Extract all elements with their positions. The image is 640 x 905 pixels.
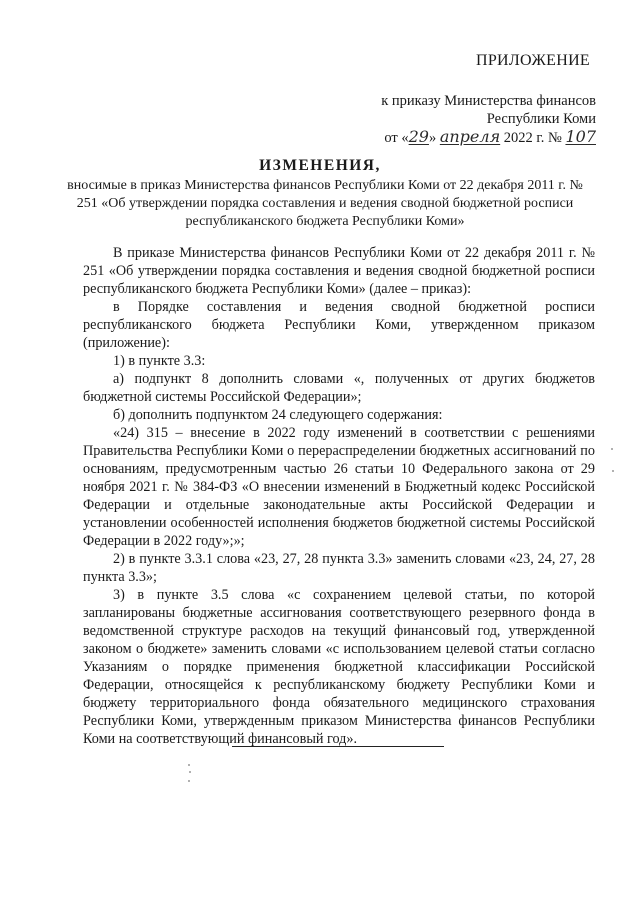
scan-speck bbox=[611, 448, 613, 450]
handwritten-day: 29 bbox=[408, 127, 429, 146]
date-year: 2022 г. № bbox=[500, 130, 566, 146]
date-prefix: от « bbox=[384, 130, 409, 146]
order-line-1: к приказу Министерства финансов bbox=[381, 93, 596, 109]
paragraph: а) подпункт 8 дополнить словами «, полученных от других бюджетов бюджетной системы Российской Федерации»; bbox=[83, 371, 595, 405]
document-subtitle: вносимые в приказ Министерства финансов Республики Коми от 22 декабря 2011 г. № 251 «Об утверждении порядка составления и ведения сводной бюджетной росписи республиканского бюджета Республики Коми» bbox=[67, 178, 583, 229]
date-mid: » bbox=[428, 130, 440, 146]
document-title: ИЗМЕНЕНИЯ, bbox=[259, 157, 381, 174]
paragraph: В приказе Министерства финансов Республики Коми от 22 декабря 2011 г. № 251 «Об утверждении порядка составления и ведения сводной бюджетной росписи республиканского бюджета Республики Коми» (далее – приказ): bbox=[83, 245, 595, 297]
document-body bbox=[83, 244, 595, 748]
scan-speck bbox=[188, 764, 190, 766]
order-date-line bbox=[336, 128, 596, 147]
paragraph: 1) в пункте 3.3: bbox=[113, 353, 206, 369]
paragraph: 2) в пункте 3.3.1 слова «23, 27, 28 пункта 3.3» заменить словами «23, 24, 27, 28 пункта 3.3»; bbox=[83, 551, 595, 585]
scan-speck bbox=[189, 771, 191, 773]
appendix-label: ПРИЛОЖЕНИЕ bbox=[475, 52, 590, 69]
paragraph: б) дополнить подпунктом 24 следующего содержания: bbox=[113, 407, 443, 423]
end-separator-line bbox=[232, 746, 444, 747]
order-reference bbox=[336, 92, 596, 147]
order-line-2: Республики Коми bbox=[486, 111, 596, 127]
handwritten-order-number: 107 bbox=[565, 127, 596, 146]
paragraph: в Порядке составления и ведения сводной бюджетной росписи республиканского бюджета Республики Коми, утвержденном приказом (приложение): bbox=[83, 299, 595, 351]
handwritten-month: апреля bbox=[439, 127, 501, 146]
scan-speck bbox=[612, 470, 614, 472]
paragraph: «24) 315 – внесение в 2022 году изменений в соответствии с решениями Правительства Республики Коми о перераспределении бюджетных ассигнований по основаниям, предусмотренным частью 26 статьи 10 Федерального закона от 29 ноября 2021 г. № 384-ФЗ «О внесении изменений в Бюджетный кодекс Российской Федерации и отдельные законодательные акты Российской Федерации и установлении особенностей исполнения бюджетов бюджетной системы Российской Федерации в 2022 году»;»; bbox=[83, 425, 595, 549]
paragraph: 3) в пункте 3.5 слова «с сохранением целевой статьи, по которой запланированы бюджетные ассигнования соответствующего резервного фонда в ведомственной структуре расходов на текущий финансовый год, утвержденной законом о бюджете» заменить словами «с использованием целевой статьи согласно Указаниям о порядке применения бюджетной классификации Российской Федерации, относящейся к республиканскому бюджету Республики Коми и бюджету территориального фонда обязательного медицинского страхования Республики Коми, утвержденным приказом Министерства финансов Республики Коми на соответствующий финансовый год». bbox=[83, 587, 595, 747]
scan-speck bbox=[188, 780, 190, 782]
